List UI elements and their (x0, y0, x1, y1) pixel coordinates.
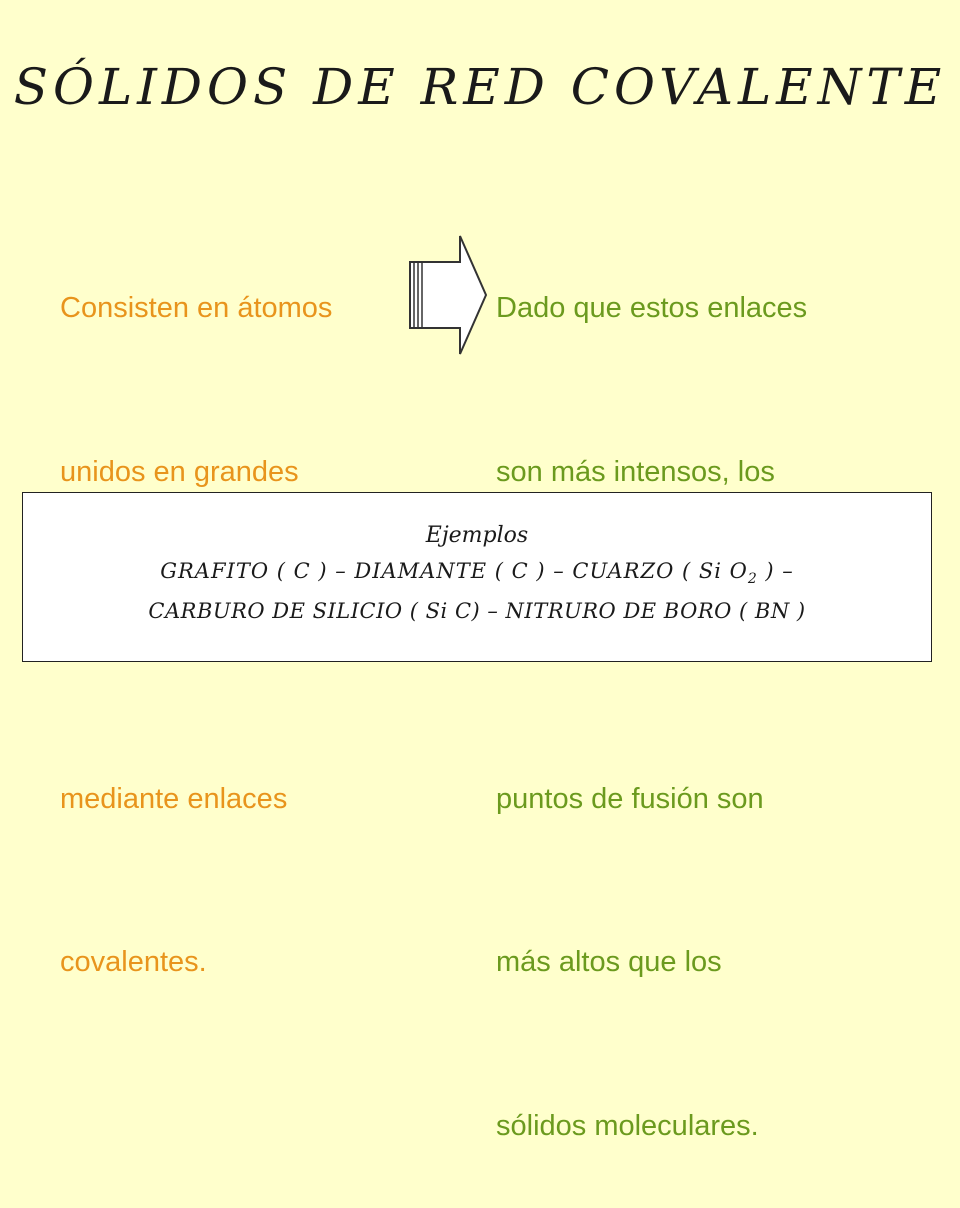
left-line: covalentes. (60, 946, 207, 978)
left-line: Consisten en átomos (60, 292, 333, 324)
left-line: mediante enlaces (60, 782, 288, 815)
right-text-block (496, 172, 807, 1208)
right-line: puntos de fusión son (496, 782, 764, 815)
right-line: sólidos moleculares. (496, 1109, 759, 1142)
examples-line-1-end: ) – (757, 559, 794, 583)
subscript-2: 2 (747, 571, 758, 588)
right-line: Dado que estos enlaces (496, 292, 808, 324)
right-line: son más intensos, los (496, 455, 775, 488)
slide-title: SÓLIDOS DE RED COVALENTE (13, 58, 947, 116)
left-line: unidos en grandes (60, 455, 299, 488)
examples-line-1 (23, 559, 931, 587)
right-line: más altos que los (496, 946, 722, 978)
examples-box (22, 492, 932, 662)
block-right-arrow-icon (408, 234, 488, 356)
examples-line-1-text: GRAFITO ( C ) – DIAMANTE ( C ) – CUARZO ( Si O (160, 559, 748, 583)
examples-line-2: CARBURO DE SILICIO ( Si C) – NITRURO DE BORO ( BN ) (148, 599, 806, 623)
examples-heading: Ejemplos (425, 523, 529, 548)
